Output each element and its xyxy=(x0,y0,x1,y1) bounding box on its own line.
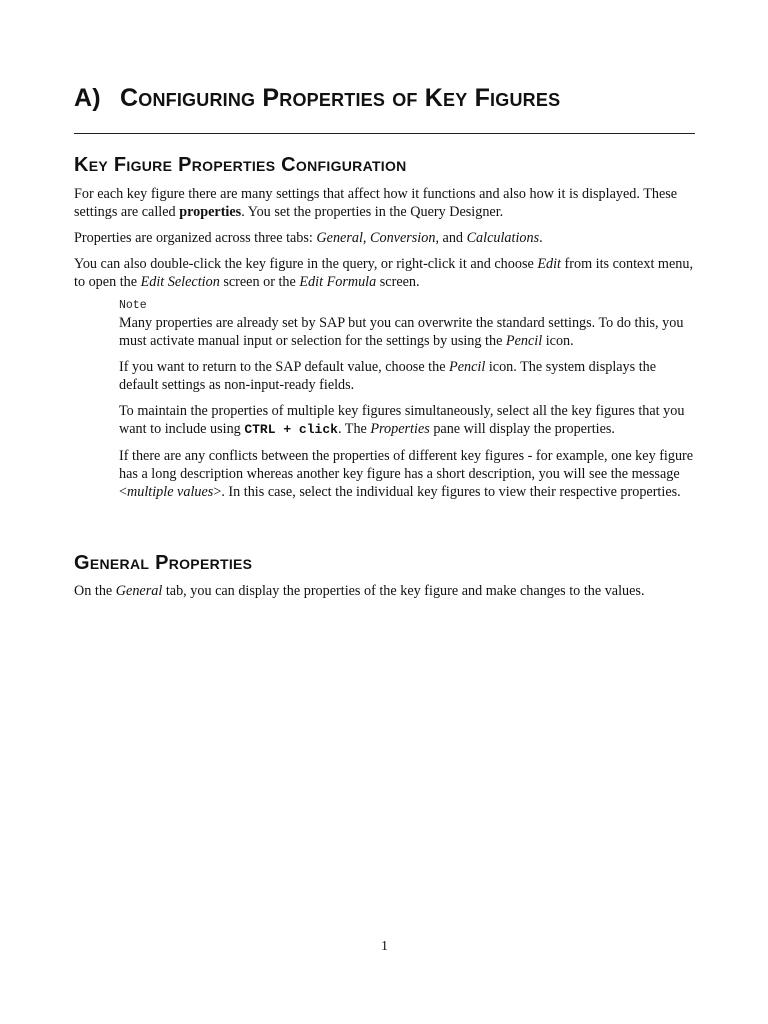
text-run: icon. The system displays the default settings as non-input-ready fields. xyxy=(119,359,657,393)
note-block xyxy=(119,299,697,501)
note-paragraph-conflicts xyxy=(119,447,697,501)
note-label: Note xyxy=(119,299,147,312)
paragraph-properties-intro xyxy=(74,185,695,221)
keyboard-shortcut: CTRL + click xyxy=(244,422,338,437)
text-run: screen. xyxy=(376,274,420,290)
text-run: Many properties are already set by SAP but you can overwrite the standard settings. To do this, you must activate manual input or selection for the settings by using the xyxy=(119,315,684,349)
text-run: screen or the xyxy=(219,274,300,290)
text-run: If there are any conflicts between the properties of different key figures - for example, one key figure has a long description whereas another key figure has a short description, you will see the message < xyxy=(119,448,694,500)
term-multiple-values: multiple values xyxy=(127,484,214,500)
text-run: , xyxy=(362,230,371,246)
page-number: 1 xyxy=(381,939,388,954)
text-run: . You set the properties in the Query Designer. xyxy=(241,204,504,220)
text-run: For each key figure there are many settings that affect how it functions and also how it is displayed. These settings are called xyxy=(74,186,678,220)
term-calculations: Calculations xyxy=(466,230,540,246)
text-run: Properties are organized across three tabs: xyxy=(74,230,317,246)
text-run: . The xyxy=(337,421,371,437)
term-edit: Edit xyxy=(537,256,561,272)
section-general-properties xyxy=(74,551,695,600)
text-run: To maintain the properties of multiple key figures simultaneously, select all the key figures that you want to include using xyxy=(119,403,685,437)
paragraph-edit-options xyxy=(74,255,695,291)
title-divider xyxy=(74,133,695,134)
paragraph-tabs xyxy=(74,229,695,247)
chapter-title xyxy=(74,82,560,114)
paragraph-general-tab xyxy=(74,582,695,600)
text-run: icon. xyxy=(542,333,574,349)
term-conversion: Conversion xyxy=(370,230,436,246)
term-edit-selection: Edit Selection xyxy=(140,274,220,290)
text-run: from its context menu, to open the xyxy=(74,256,693,290)
section-heading-configuration: Key Figure Properties Configuration xyxy=(74,154,407,176)
text-run: , and xyxy=(435,230,467,246)
term-general: General xyxy=(115,583,163,599)
text-run: pane will display the properties. xyxy=(429,421,615,437)
term-edit-formula: Edit Formula xyxy=(299,274,377,290)
term-pencil: Pencil xyxy=(505,333,543,349)
term-general: General xyxy=(316,230,363,246)
term-properties-pane: Properties xyxy=(370,421,430,437)
text-run: You can also double-click the key figure in the query, or right-click it and choose xyxy=(74,256,538,272)
term-pencil: Pencil xyxy=(449,359,486,375)
note-paragraph-overwrite xyxy=(119,314,697,350)
section-heading-general: General Properties xyxy=(74,552,253,574)
text-run: >. In this case, select the individual key figures to view their respective properties. xyxy=(213,484,681,500)
chapter-number: A) xyxy=(74,84,101,112)
text-run: . xyxy=(539,230,543,246)
document-page xyxy=(74,0,696,1024)
section-key-figure-properties-configuration xyxy=(74,153,695,501)
note-paragraph-multiple xyxy=(119,402,697,439)
text-run: On the xyxy=(74,583,116,599)
text-run: If you want to return to the SAP default value, choose the xyxy=(119,359,450,375)
note-paragraph-default xyxy=(119,358,697,394)
chapter-title-text: Configuring Properties of Key Figures xyxy=(120,84,561,112)
text-run: tab, you can display the properties of the key figure and make changes to the values. xyxy=(162,583,645,599)
bold-term-properties: properties xyxy=(179,204,242,220)
